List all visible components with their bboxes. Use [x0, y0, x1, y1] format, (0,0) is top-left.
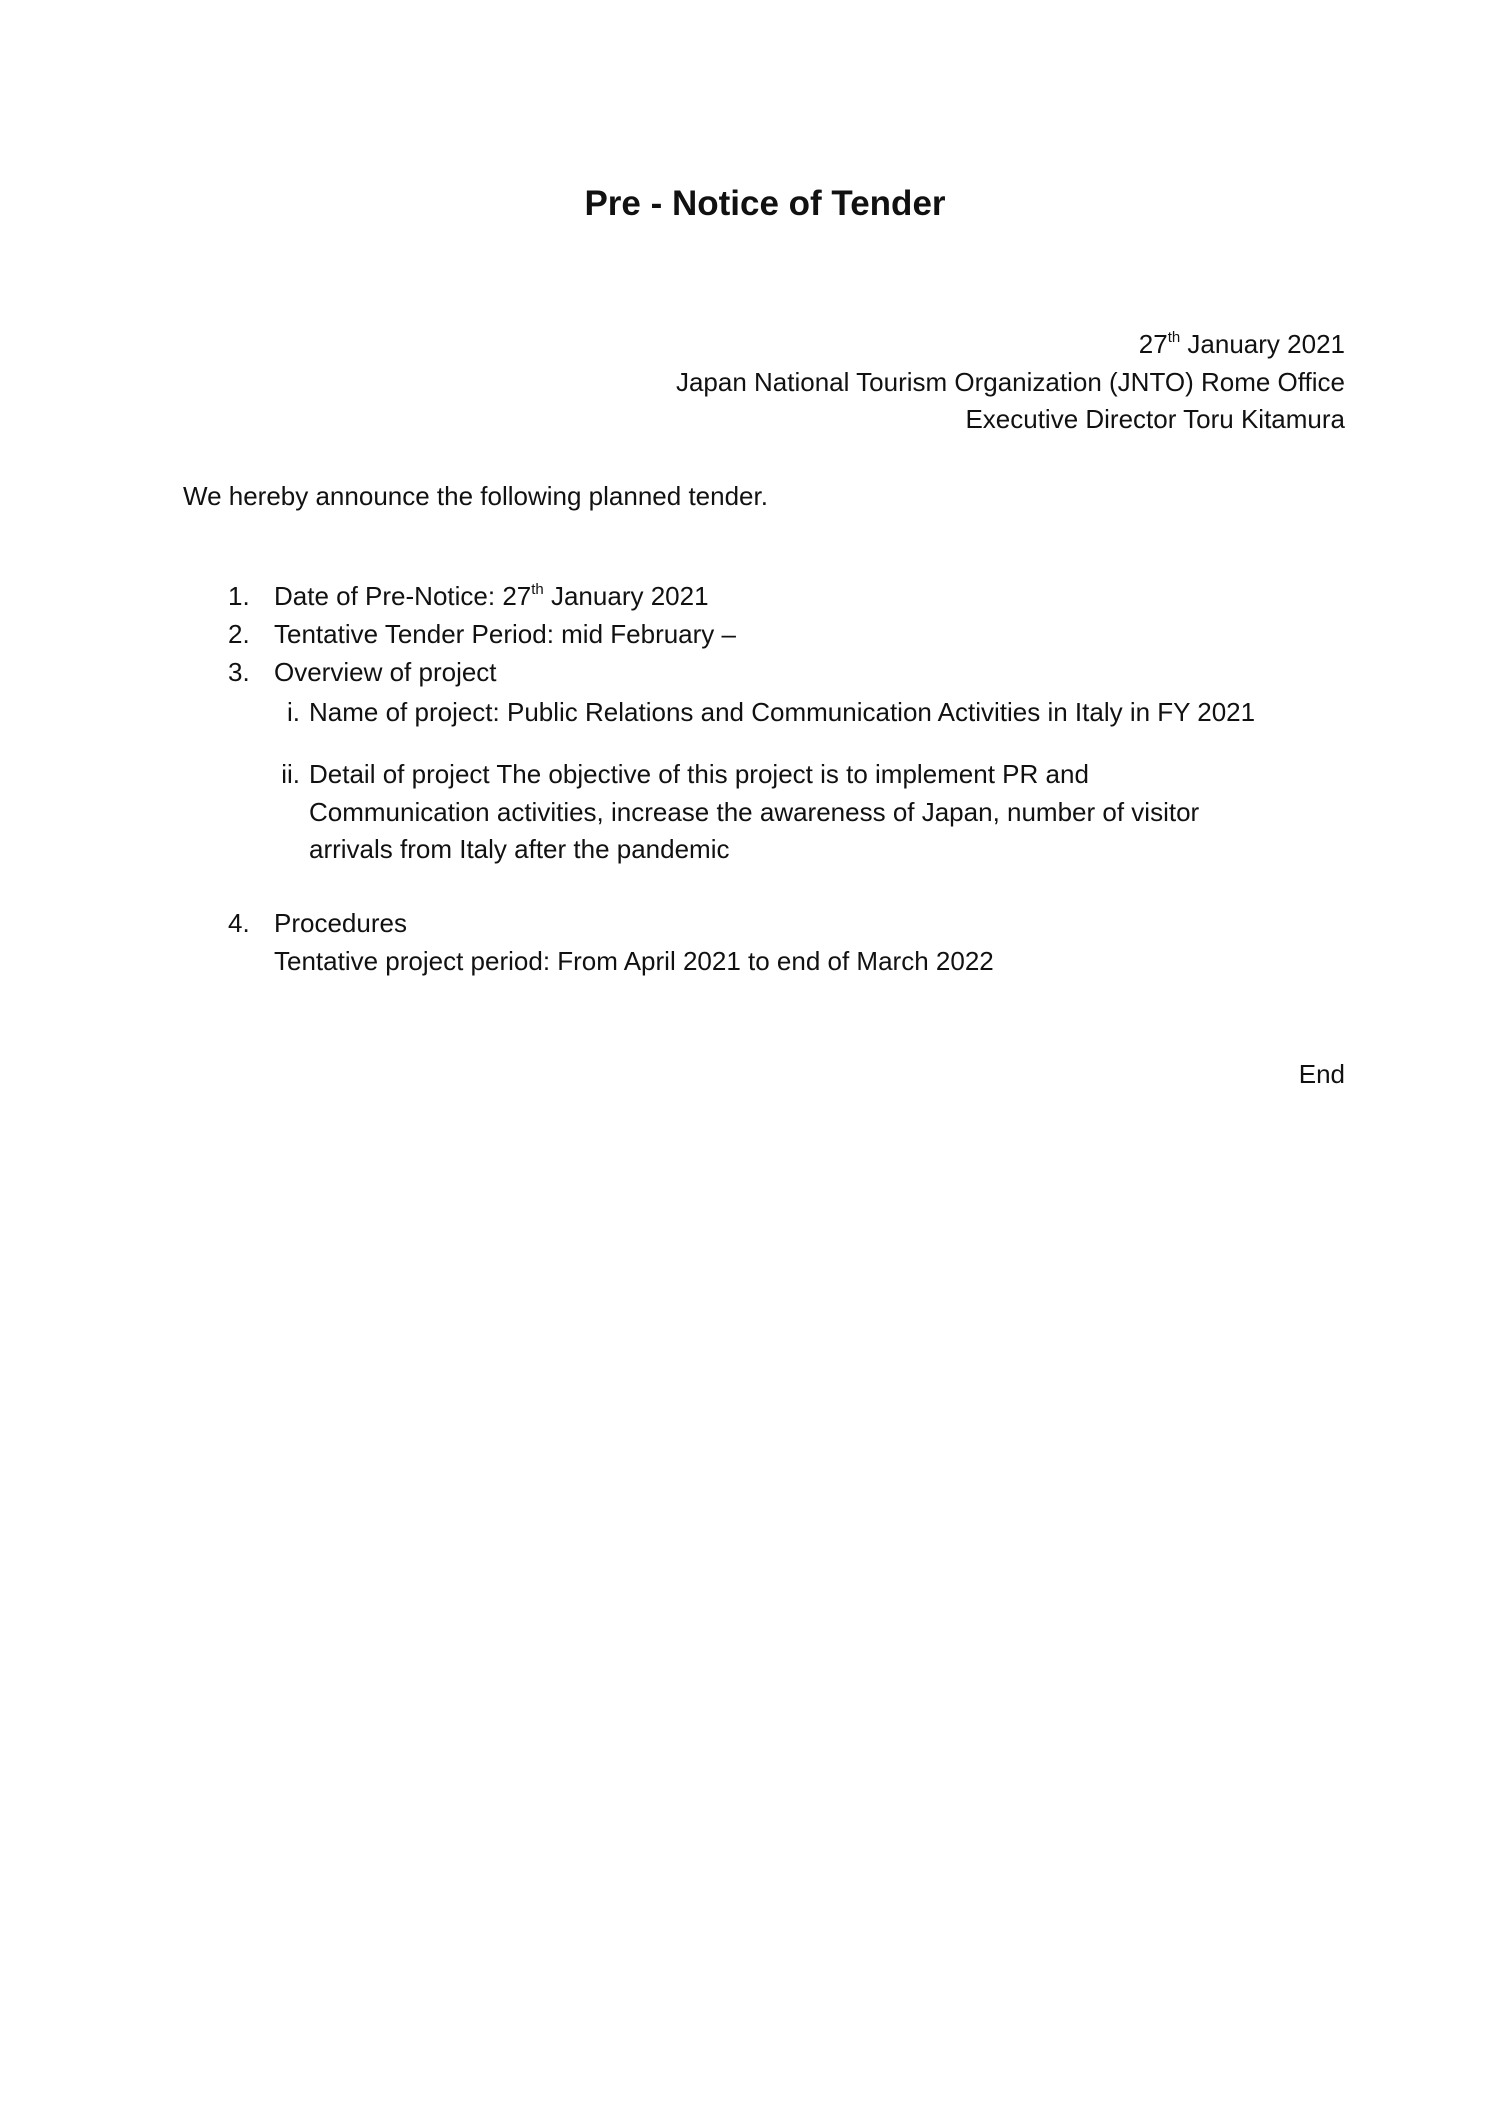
header-date [676, 326, 1345, 364]
header-organization: Japan National Tourism Organization (JNTO) Rome Office [675, 366, 1345, 397]
list-item-number: 4. [228, 908, 250, 938]
sub-list-item-text: Name of project: Public Relations and Communication Activities in Italy in FY 2021 [309, 697, 1256, 727]
pre-notice-date-rest: January 2021 [543, 581, 709, 611]
list-item-label [274, 578, 709, 616]
sub-list-item-line: arrivals from Italy after the pandemic [309, 834, 730, 864]
list-item-label: Overview of project [274, 657, 497, 687]
header-date-suffix: th [1167, 329, 1181, 346]
sub-list-item-text [309, 756, 1359, 869]
sub-list-item-line: Communication activities, increase the awareness of Japan, number of visitor [309, 796, 1200, 827]
header-signatory: Executive Director Toru Kitamura [965, 404, 1345, 434]
list-item-number: 3. [228, 657, 250, 687]
list-item-label: Procedures [274, 908, 407, 938]
project-period-text: Tentative project period: From April 2021 to end of March 2022 [274, 946, 994, 976]
header-date-rest: January 2021 [1180, 329, 1345, 359]
list-item-label: Tentative Tender Period: mid February – [274, 619, 736, 649]
pre-notice-date-suffix: th [531, 581, 544, 598]
header-date-day: 27 [1138, 329, 1168, 359]
list-item-number: 1. [228, 581, 250, 611]
pre-notice-date-prefix: Date of Pre-Notice: 27 [274, 581, 532, 611]
end-marker: End [1298, 1059, 1345, 1089]
letter-header [676, 326, 1345, 439]
sub-list-item-line: Detail of project The objective of this project is to implement PR and [309, 759, 1089, 789]
sub-list-item-number: i. [287, 697, 300, 727]
document-title: Pre - Notice of Tender [584, 184, 946, 223]
sub-list-item-number: ii. [281, 759, 300, 789]
list-item-number: 2. [228, 619, 250, 649]
intro-text: We hereby announce the following planned tender. [183, 481, 768, 511]
